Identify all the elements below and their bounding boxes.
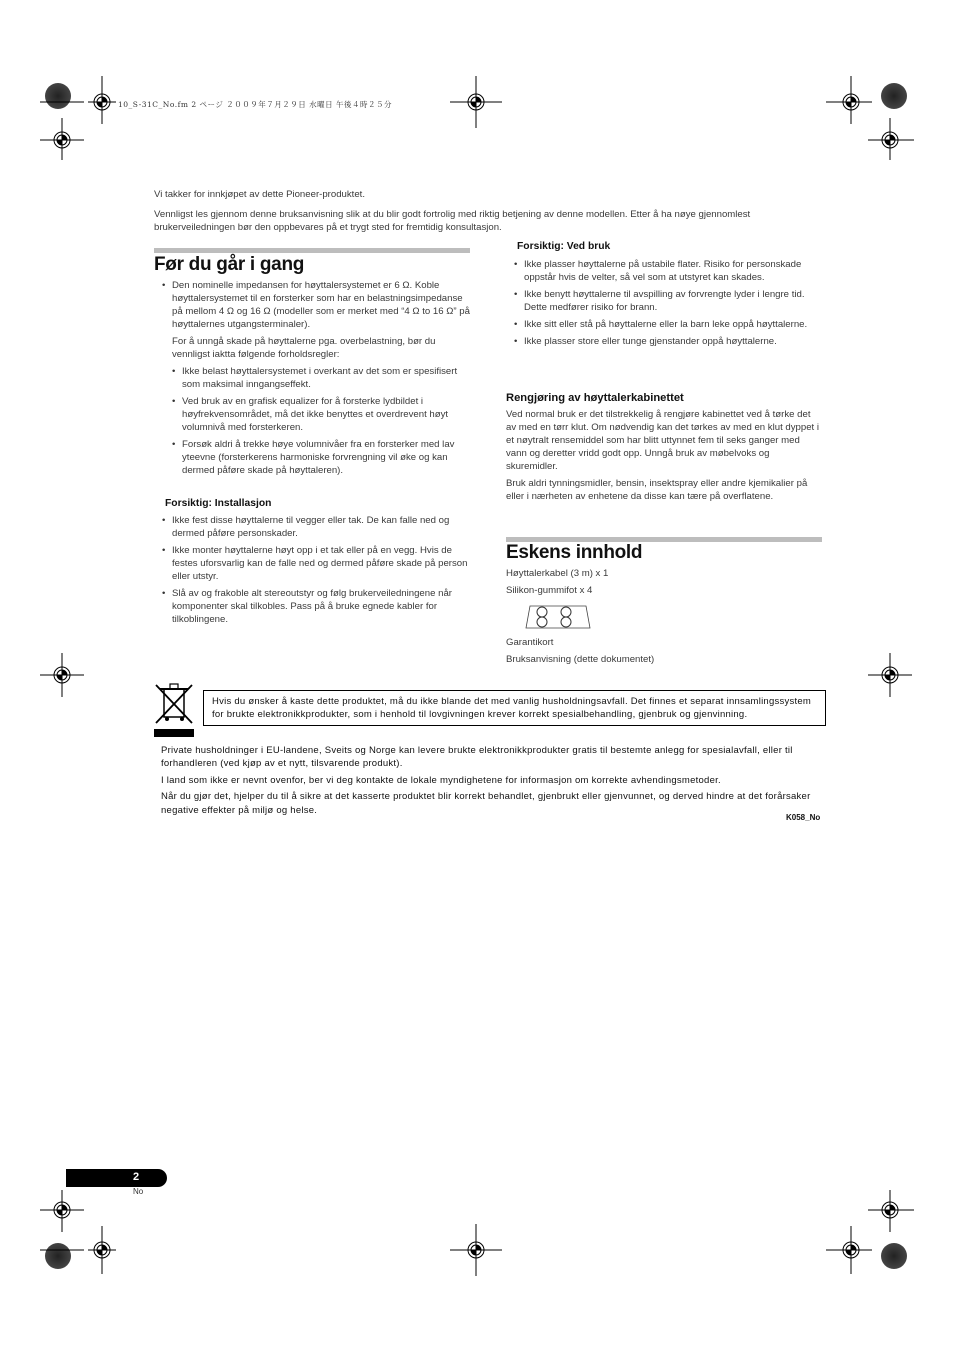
overload-note: For å unngå skade på høyttalerne pga. overbelastning, bør du vennligst iaktta følgende forholdsregler: [172,336,436,360]
use-caution-heading: Forsiktig: Ved bruk [517,241,611,252]
weee-text [161,744,822,821]
page-language: No [133,1187,144,1196]
list-item [162,279,470,477]
page-number: 2 [133,1171,140,1183]
box-item: Høyttalerkabel (3 m) x 1 [506,568,609,579]
cleaning-paragraph: Ved normal bruk er det tilstrekkelig å rengjøre kabinettet ved å tørke det av med en tørr klut. Om nødvendig kan det tørkes av med en klut dyppet i et nøytralt rensemiddel som har blitt uttynnet fem til seks ganger med vann og deretter vridd godt opp. Unngå bruk av møbelvoks og skuremidler. [506,409,820,472]
intro [154,188,822,238]
page-number-tab [66,1169,167,1187]
cleaning-text [506,408,822,507]
weee-bin-icon [152,681,196,739]
list-item: • Ikke plasser høyttalerne på ustabile flater. Risiko for personskade oppstår hvis de velter, så vel som at utstyret kan skades. [514,258,822,284]
box-item: Bruksanvisning (dette dokumentet) [506,654,655,665]
rubber-feet-icon [524,602,592,630]
list-item: • Ikke monter høyttalerne høyt opp i et tak eller på en vegg. Hvis de festes uforsvarlig kan de falle ned og dermed påføre skade på person eller utstyr. [162,544,470,583]
registration-mark-icon [881,1243,907,1269]
impedance-text: Den nominelle impedansen for høyttalersystemet er 6 Ω. Koble høyttalersystemet til en forsterker som har en belastningsimpedanse på mellom 4 Ω og 16 Ω (modeller som er merket med “4 Ω to 16 Ω” på høyttalernes utgangsterminaler). [172,280,470,330]
install-caution-heading: Forsiktig: Installasjon [165,498,272,509]
intro-thanks: Vi takker for innkjøpet av dette Pioneer-produktet. [154,189,365,200]
print-header: 10_S-31C_No.fm 2 ページ ２００９年７月２９日 水曜日 午後４時２５分 [118,100,393,109]
cleaning-heading: Rengjøring av høyttalerkabinettet [506,392,684,404]
list-item: • Ikke belast høyttalersystemet i overkant av det som er spesifisert som maksimal inngangseffekt. [172,365,470,391]
document-code: K058_No [786,813,821,822]
section-bar [154,248,470,253]
weee-paragraph: Private husholdninger i EU-landene, Sveits og Norge kan levere brukte elektronikkprodukter gratis til bestemte anlegg for spesialavfall, eller til forhandleren (ved kjøp av et nytt, tilsvarende produkt). [161,745,793,770]
list-item: • Ikke sitt eller stå på høyttalerne eller la barn leke oppå høyttalerne. [514,318,822,331]
registration-mark-icon [45,83,71,109]
list-item: • Ikke fest disse høyttalerne til vegger eller tak. De kan falle ned og dermed påføre personskader. [162,514,470,540]
registration-mark-icon [881,83,907,109]
list-item: • Slå av og frakoble alt stereoutstyr og følg brukerveiledningene når komponenter skal tilkobles. Pass på å bruke egnede kabler for tilkoblingene. [162,587,470,626]
cleaning-paragraph: Bruk aldri tynningsmidler, bensin, insektspray eller andre kjemikalier på eller i nærheten av enhetene da disse kan tære på overflatene. [506,478,808,502]
list-item: • Forsøk aldri å trekke høye volumnivåer fra en forsterker med lav yteevne (forsterkerens harmoniske forvrengning vil øke og kan dermed påføre skade på høyttaleren). [172,438,470,477]
left-column [162,279,470,481]
intro-read: Vennligst les gjennom denne bruksanvisning slik at du blir godt fortrolig med riktig betjening av denne modellen. Etter å ha nøye gjennomlest brukerveiledningen bør den oppbevares på et trygt sted for fremtidig konsultasjon. [154,209,751,233]
list-item: • Ikke plasser store eller tunge gjenstander oppå høyttalerne. [514,335,822,348]
weee-paragraph: I land som ikke er nevnt ovenfor, ber vi deg kontakte de lokale myndighetene for informasjon om korrekte avhendingsmetoder. [161,774,721,786]
weee-paragraph: Når du gjør det, hjelper du til å sikre at det kasserte produktet blir korrekt behandlet, gjenbrukt eller gjenvunnet, og derved hindre at det forårsaker negative effekter på miljø og helse. [161,791,811,816]
section-title-box-contents: Eskens innhold [506,542,643,563]
weee-boxed-notice: Hvis du ønsker å kaste dette produktet, må du ikke blande det med vanlig husholdningsavfall. Det finnes et separat innsamlingssystem for brukte elektronikkprodukter, som i henhold til lovgivningen krever korrekt spesialbehandling, gjenbruk og gjenvinning. [203,690,826,726]
box-item: Garantikort [506,637,554,648]
use-list [514,258,822,352]
list-item: • Ved bruk av en grafisk equalizer for å forsterke lydbildet i høyfrekvensområdet, må det ikke benyttes et overdrevent høyt volumnivå med forsterkeren. [172,395,470,434]
section-title-before-start: Før du går i gang [154,254,305,275]
list-item: • Ikke benytt høyttalerne til avspilling av forvrengte lyder i lengre tid. Dette medfører risiko for brann. [514,288,822,314]
box-item: Silikon-gummifot x 4 [506,585,593,596]
install-list [162,514,470,630]
registration-mark-icon [45,1243,71,1269]
